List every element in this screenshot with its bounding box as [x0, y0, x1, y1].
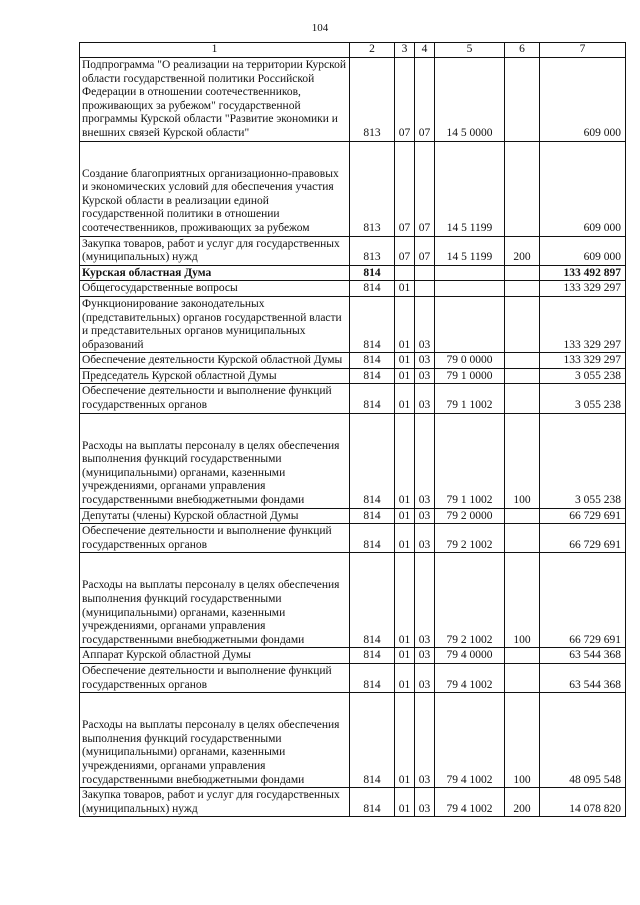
row-pr-cell: 03 [415, 508, 435, 524]
column-header: 5 [435, 43, 505, 58]
row-name-cell: Обеспечение деятельности и выполнение функций государственных органов [80, 663, 350, 692]
row-rz-cell: 07 [395, 141, 415, 236]
row-rz-cell: 01 [395, 353, 415, 369]
table-row [80, 663, 626, 692]
row-rz-cell: 07 [395, 236, 415, 265]
row-vr-cell: 200 [505, 788, 540, 817]
row-name-cell: Закупка товаров, работ и услуг для государственных (муниципальных) нужд [80, 236, 350, 265]
row-name-cell: Создание благоприятных организационно-правовых и экономических условий для обеспечения участия Курской области в реализации единой государственной политики в отношении соотечественников, проживающих за рубежом [80, 141, 350, 236]
row-sum-cell: 63 544 368 [540, 648, 626, 664]
row-gr-cell: 813 [350, 236, 395, 265]
row-name-cell: Расходы на выплаты персоналу в целях обеспечения выполнения функций государственными (муниципальными) органами, казенными учреждениями, органами управления государственными внебюджетными фондами [80, 413, 350, 508]
table-row [80, 524, 626, 553]
row-pr-cell: 03 [415, 353, 435, 369]
row-csr-cell: 79 4 1002 [435, 693, 505, 788]
row-name-cell: Обеспечение деятельности Курской областной Думы [80, 353, 350, 369]
page-number: 104 [311, 22, 329, 34]
row-sum-cell: 133 329 297 [540, 281, 626, 297]
row-vr-cell [505, 296, 540, 352]
row-name-cell: Общегосударственные вопросы [80, 281, 350, 297]
row-csr-cell [435, 296, 505, 352]
table-row [80, 368, 626, 384]
row-csr-cell [435, 265, 505, 281]
column-header: 1 [80, 43, 350, 58]
row-pr-cell [415, 281, 435, 297]
row-name-cell: Обеспечение деятельности и выполнение функций государственных органов [80, 524, 350, 553]
row-sum-cell: 66 729 691 [540, 553, 626, 648]
row-gr-cell: 813 [350, 141, 395, 236]
row-pr-cell: 07 [415, 236, 435, 265]
table-row [80, 141, 626, 236]
row-csr-cell: 79 1 1002 [435, 413, 505, 508]
row-gr-cell: 814 [350, 693, 395, 788]
row-name-cell: Функционирование законодательных (представительных) органов государственной власти и представительных органов муниципальных образований [80, 296, 350, 352]
row-sum-cell: 609 000 [540, 58, 626, 142]
row-sum-cell: 3 055 238 [540, 413, 626, 508]
row-rz-cell: 01 [395, 384, 415, 413]
row-sum-cell: 63 544 368 [540, 663, 626, 692]
row-csr-cell: 79 4 1002 [435, 788, 505, 817]
row-rz-cell: 01 [395, 524, 415, 553]
row-sum-cell: 14 078 820 [540, 788, 626, 817]
row-vr-cell [505, 141, 540, 236]
table-body [80, 58, 626, 817]
row-sum-cell: 609 000 [540, 141, 626, 236]
row-pr-cell: 03 [415, 553, 435, 648]
row-sum-cell: 133 492 897 [540, 265, 626, 281]
row-gr-cell: 814 [350, 368, 395, 384]
row-vr-cell [505, 265, 540, 281]
row-gr-cell: 814 [350, 524, 395, 553]
row-sum-cell: 609 000 [540, 236, 626, 265]
row-gr-cell: 814 [350, 663, 395, 692]
row-gr-cell: 813 [350, 58, 395, 142]
row-sum-cell: 3 055 238 [540, 368, 626, 384]
row-vr-cell [505, 368, 540, 384]
row-csr-cell [435, 281, 505, 297]
row-rz-cell [395, 265, 415, 281]
row-csr-cell: 79 4 1002 [435, 663, 505, 692]
table-row [80, 296, 626, 352]
table-row [80, 58, 626, 142]
row-pr-cell: 03 [415, 788, 435, 817]
row-sum-cell: 48 095 548 [540, 693, 626, 788]
row-pr-cell: 03 [415, 368, 435, 384]
table-row [80, 265, 626, 281]
row-gr-cell: 814 [350, 296, 395, 352]
row-vr-cell [505, 648, 540, 664]
row-pr-cell: 03 [415, 524, 435, 553]
row-vr-cell [505, 384, 540, 413]
row-gr-cell: 814 [350, 788, 395, 817]
column-header: 4 [415, 43, 435, 58]
table-row [80, 353, 626, 369]
column-header: 6 [505, 43, 540, 58]
row-vr-cell [505, 281, 540, 297]
row-pr-cell [415, 265, 435, 281]
row-gr-cell: 814 [350, 384, 395, 413]
row-vr-cell: 200 [505, 236, 540, 265]
row-vr-cell [505, 524, 540, 553]
row-rz-cell: 07 [395, 58, 415, 142]
row-pr-cell: 07 [415, 58, 435, 142]
row-pr-cell: 03 [415, 663, 435, 692]
table-row [80, 236, 626, 265]
table-row [80, 384, 626, 413]
row-vr-cell [505, 353, 540, 369]
row-csr-cell: 14 5 1199 [435, 141, 505, 236]
row-rz-cell: 01 [395, 663, 415, 692]
row-pr-cell: 03 [415, 693, 435, 788]
table-row [80, 553, 626, 648]
row-sum-cell: 133 329 297 [540, 296, 626, 352]
row-name-cell: Обеспечение деятельности и выполнение функций государственных органов [80, 384, 350, 413]
row-sum-cell: 66 729 691 [540, 508, 626, 524]
row-sum-cell: 133 329 297 [540, 353, 626, 369]
row-vr-cell [505, 58, 540, 142]
row-csr-cell: 79 2 1002 [435, 524, 505, 553]
row-csr-cell: 79 2 1002 [435, 553, 505, 648]
table-header-row [80, 43, 626, 58]
row-name-cell: Председатель Курской областной Думы [80, 368, 350, 384]
row-vr-cell: 100 [505, 553, 540, 648]
row-sum-cell: 66 729 691 [540, 524, 626, 553]
row-pr-cell: 03 [415, 648, 435, 664]
row-pr-cell: 03 [415, 413, 435, 508]
row-vr-cell [505, 508, 540, 524]
row-gr-cell: 814 [350, 413, 395, 508]
row-rz-cell: 01 [395, 368, 415, 384]
row-name-cell: Подпрограмма "О реализации на территории Курской области государственной политики Российской Федерации в отношении соотечественников, проживающих за рубежом" государственной программы Курской области "Развитие экономики и внешних связей Курской области" [80, 58, 350, 142]
column-header: 2 [350, 43, 395, 58]
row-csr-cell: 14 5 1199 [435, 236, 505, 265]
row-vr-cell: 100 [505, 693, 540, 788]
row-name-cell: Аппарат Курской областной Думы [80, 648, 350, 664]
row-rz-cell: 01 [395, 281, 415, 297]
row-name-cell: Депутаты (члены) Курской областной Думы [80, 508, 350, 524]
row-rz-cell: 01 [395, 788, 415, 817]
table-row [80, 788, 626, 817]
row-csr-cell: 79 0 0000 [435, 353, 505, 369]
row-name-cell: Закупка товаров, работ и услуг для государственных (муниципальных) нужд [80, 788, 350, 817]
row-gr-cell: 814 [350, 648, 395, 664]
row-pr-cell: 07 [415, 141, 435, 236]
row-vr-cell [505, 663, 540, 692]
row-gr-cell: 814 [350, 553, 395, 648]
table-row [80, 693, 626, 788]
row-rz-cell: 01 [395, 693, 415, 788]
table-row [80, 508, 626, 524]
table-row [80, 648, 626, 664]
row-rz-cell: 01 [395, 296, 415, 352]
column-header: 7 [540, 43, 626, 58]
row-pr-cell: 03 [415, 384, 435, 413]
row-gr-cell: 814 [350, 281, 395, 297]
row-csr-cell: 14 5 0000 [435, 58, 505, 142]
row-rz-cell: 01 [395, 413, 415, 508]
budget-table [79, 42, 626, 817]
row-name-cell: Расходы на выплаты персоналу в целях обеспечения выполнения функций государственными (муниципальными) органами, казенными учреждениями, органами управления государственными внебюджетными фондами [80, 553, 350, 648]
row-rz-cell: 01 [395, 508, 415, 524]
row-name-cell: Курская областная Дума [80, 265, 350, 281]
row-csr-cell: 79 1 1002 [435, 384, 505, 413]
row-csr-cell: 79 4 0000 [435, 648, 505, 664]
row-vr-cell: 100 [505, 413, 540, 508]
row-name-cell: Расходы на выплаты персоналу в целях обеспечения выполнения функций государственными (муниципальными) органами, казенными учреждениями, органами управления государственными внебюджетными фондами [80, 693, 350, 788]
table-row [80, 413, 626, 508]
row-gr-cell: 814 [350, 265, 395, 281]
row-rz-cell: 01 [395, 648, 415, 664]
row-sum-cell: 3 055 238 [540, 384, 626, 413]
row-rz-cell: 01 [395, 553, 415, 648]
row-csr-cell: 79 2 0000 [435, 508, 505, 524]
column-header: 3 [395, 43, 415, 58]
row-pr-cell: 03 [415, 296, 435, 352]
table-row [80, 281, 626, 297]
row-csr-cell: 79 1 0000 [435, 368, 505, 384]
row-gr-cell: 814 [350, 508, 395, 524]
row-gr-cell: 814 [350, 353, 395, 369]
